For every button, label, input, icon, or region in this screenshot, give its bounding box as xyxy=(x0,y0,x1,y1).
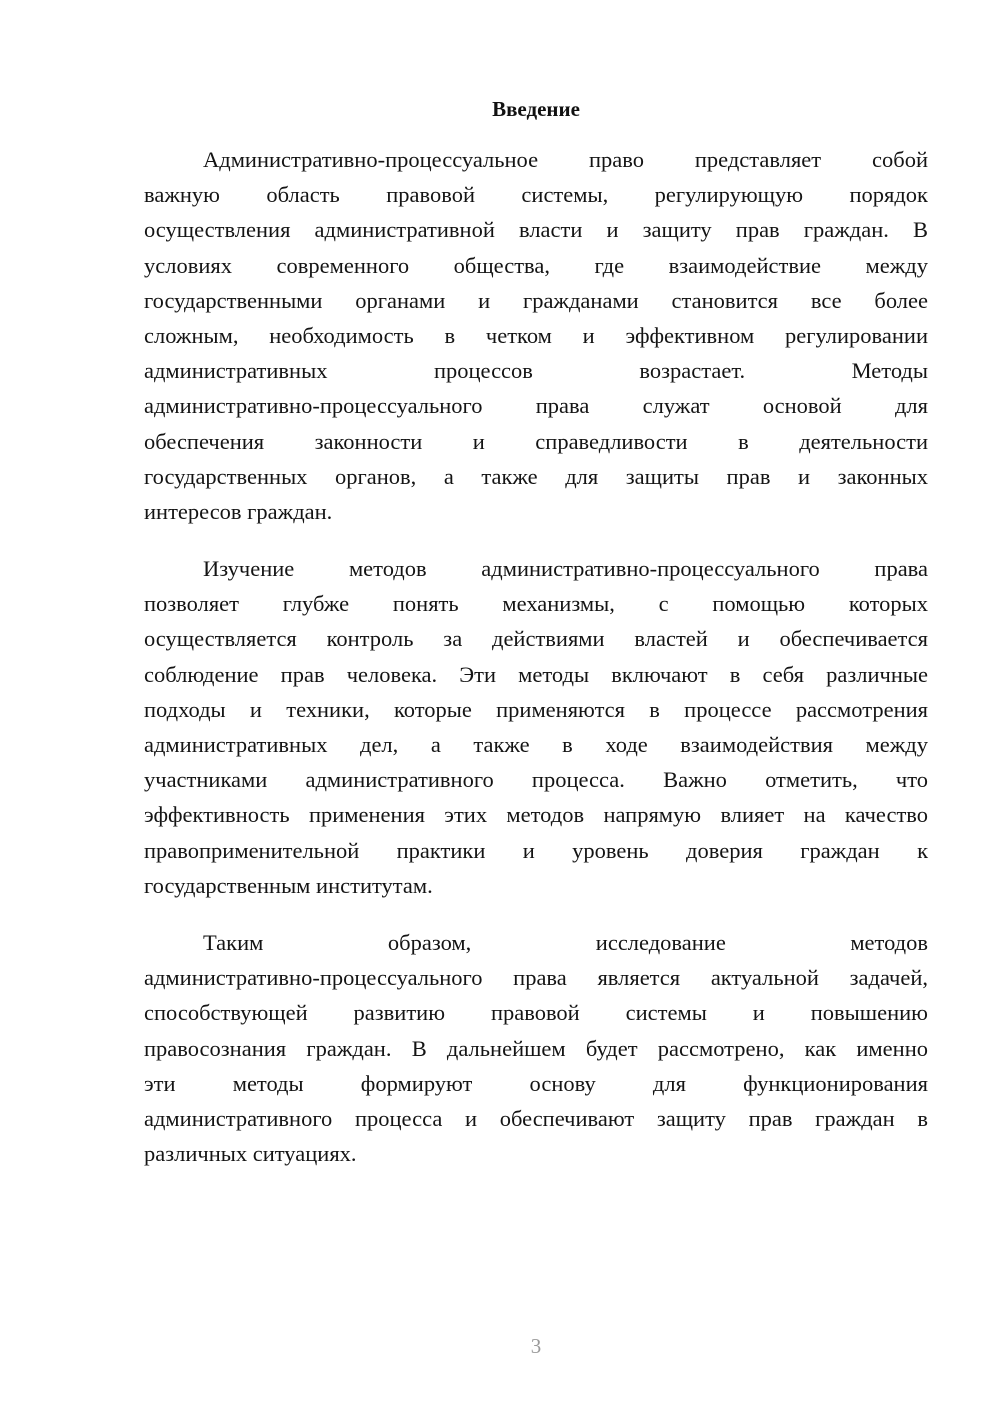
page-number: 3 xyxy=(530,1334,542,1358)
paragraph-3 xyxy=(144,925,928,1171)
text-line: способствующей развитию правовой системы и повышению xyxy=(144,1000,928,1026)
paragraph-2 xyxy=(144,551,928,903)
text-line: административно-процессуального права является актуальной задачей, xyxy=(144,965,928,991)
text-line: административных процессов возрастает. Методы xyxy=(144,358,928,384)
text-line: Административно-процессуальное право представляет собой xyxy=(203,147,928,172)
text-line: подходы и техники, которые применяются в процессе рассмотрения xyxy=(144,696,928,722)
text-line: сложным, необходимость в четком и эффективном регулировании xyxy=(144,323,928,349)
text-line: различных ситуациях. xyxy=(144,1141,357,1167)
paragraph-1 xyxy=(144,142,928,529)
text-line: административных дел, а также в ходе взаимодействия между xyxy=(144,732,928,758)
text-line: государственных органов, а также для защиты прав и законных xyxy=(144,463,928,489)
text-line: позволяет глубже понять механизмы, с помощью которых xyxy=(144,591,928,617)
text-line: государственным институтам. xyxy=(144,872,433,898)
text-line: Изучение методов административно-процессуального права xyxy=(203,556,928,581)
text-line: осуществляется контроль за действиями властей и обеспечивается xyxy=(144,626,928,652)
text-line: условиях современного общества, где взаимодействие между xyxy=(144,252,928,278)
text-line: административного процесса и обеспечивают защиту прав граждан в xyxy=(144,1106,928,1132)
text-line: административно-процессуального права служат основой для xyxy=(144,393,928,419)
text-line: соблюдение прав человека. Эти методы включают в себя различные xyxy=(144,661,928,687)
text-line: важную область правовой системы, регулирующую порядок xyxy=(144,182,928,208)
text-line: интересов граждан. xyxy=(144,499,333,525)
text-line: правосознания граждан. В дальнейшем будет рассмотрено, как именно xyxy=(144,1035,928,1061)
page-title: Введение xyxy=(492,97,580,121)
text-line: обеспечения законности и справедливости в деятельности xyxy=(144,428,928,454)
text-line: осуществления административной власти и защиту прав граждан. В xyxy=(144,217,928,243)
text-line: эти методы формируют основу для функционирования xyxy=(144,1070,928,1096)
text-line: эффективность применения этих методов напрямую влияет на качество xyxy=(144,802,928,828)
text-line: участниками административного процесса. Важно отметить, что xyxy=(144,767,928,793)
text-line: государственными органами и гражданами становится все более xyxy=(144,287,928,313)
text-line: правоприменительной практики и уровень доверия граждан к xyxy=(144,837,928,863)
text-line: Таким образом, исследование методов xyxy=(203,930,928,955)
